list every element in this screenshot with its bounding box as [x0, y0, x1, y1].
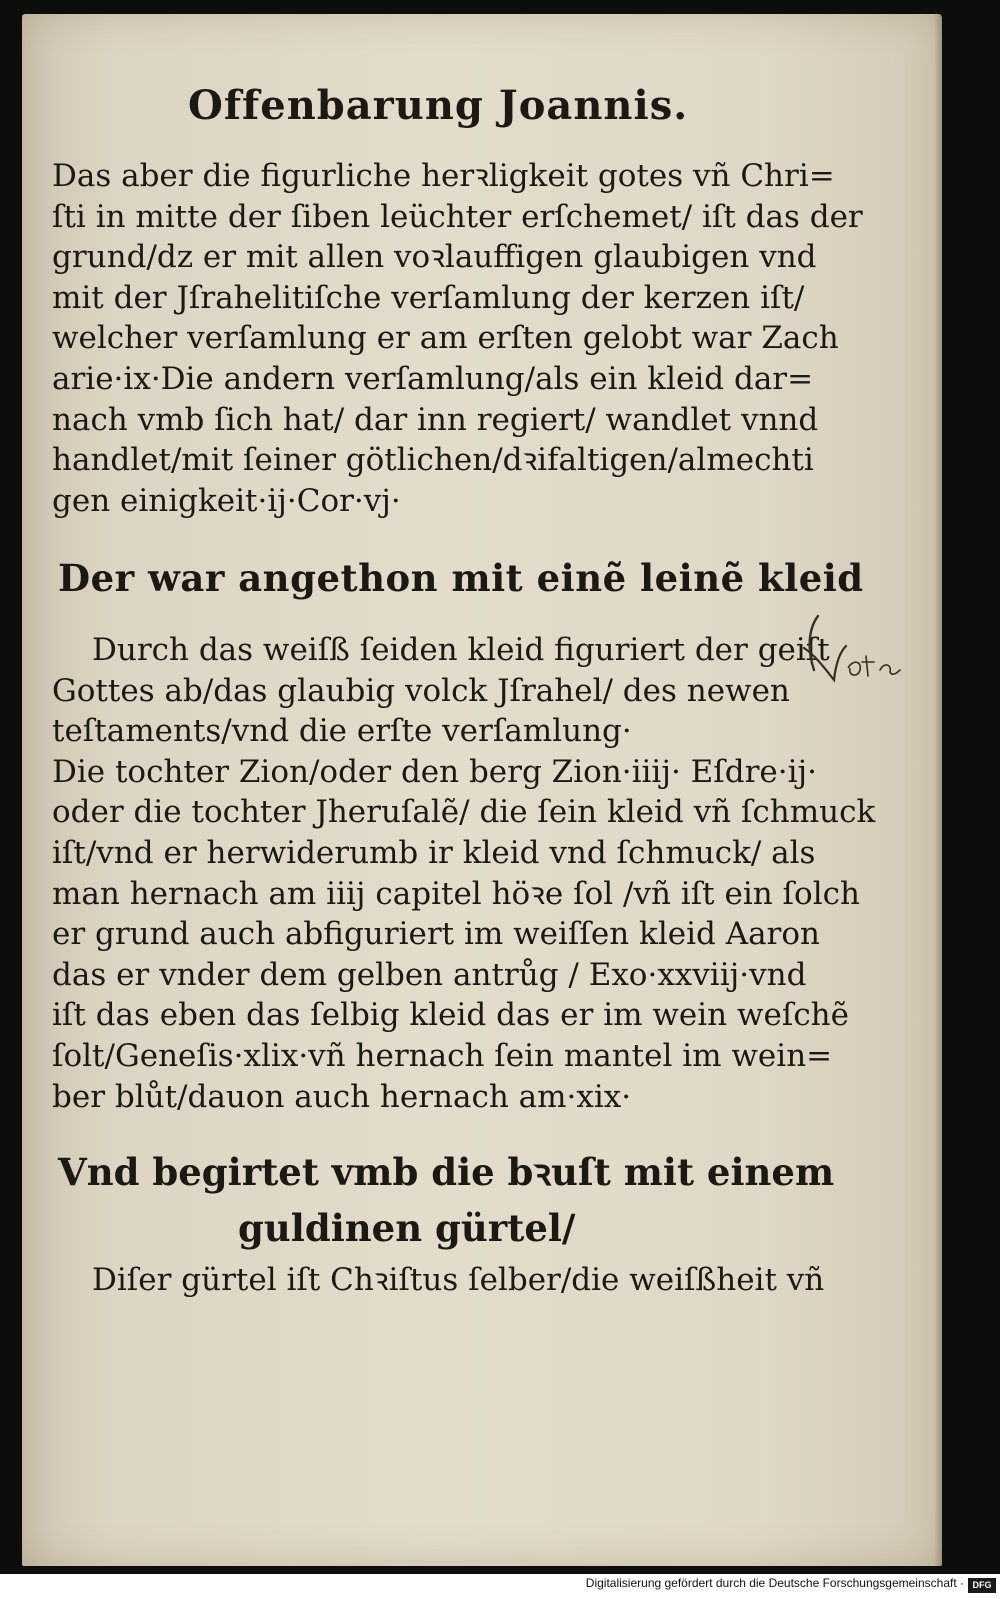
paragraph-2: [52, 630, 875, 1117]
text-line: oder die tochter Jheruſalẽ/ die ſein kleid vñ ſchmuck: [52, 794, 876, 831]
text-line: teſtaments/vnd die erſte verſamlung·: [52, 713, 632, 750]
funding-credit: Digitalisierung gefördert durch die Deutsche Forschungsgemeinschaft ·: [585, 1576, 964, 1590]
text-line: ſti in mitte der ſiben leüchter erſchemet/ iſt das der: [52, 198, 863, 235]
text-line: welcher verſamlung er am erſten gelobt war Zach: [52, 320, 839, 357]
handwritten-nota-note-icon: [800, 612, 920, 692]
text-line: Gottes ab/das glaubig volck Jſrahel/ des newen: [52, 672, 790, 709]
text-line: iſt/vnd er herwiderumb ir kleid vnd ſchmuck/ als: [52, 834, 816, 871]
text-line: Das aber die figurliche herꝛligkeit gotes vñ Chri=: [52, 158, 835, 194]
text-line: nach vmb ſich hat/ dar inn regiert/ wandlet vnnd: [52, 401, 819, 438]
text-line: er grund auch abfiguriert im weiſſen kleid Aaron: [52, 916, 821, 953]
text-line: Die tochter Zion/oder den berg Zion·iiij· Eſdre·ij·: [52, 753, 818, 790]
text-line: ber blůt/dauon auch hernach am·xix·: [52, 1078, 632, 1115]
text-line: Diſer gürtel iſt Chꝛiſtus ſelber/die weiſßheit vñ: [92, 1262, 825, 1298]
text-line: gen einigkeit·ij·Cor·vj·: [52, 482, 401, 519]
section-heading-2: [58, 1144, 834, 1256]
text-line: grund/dz er mit allen voꝛlauffigen glaubigen vnd: [52, 239, 817, 276]
text-line: iſt das eben das ſelbig kleid das er im wein weſchẽ: [52, 997, 849, 1034]
running-head: Offenbarung Joannis.: [188, 82, 689, 129]
paragraph-3: [52, 1260, 824, 1301]
text-line: man hernach am iiij capitel höꝛe ſol /vñ iſt ein ſolch: [52, 875, 860, 912]
paragraph-1: [52, 156, 863, 521]
text-line: arie·ix·Die andern verſamlung/als ein kleid dar=: [52, 360, 814, 397]
heading-line: Vnd begirtet vmb die bꝛuſt mit einem: [58, 1150, 835, 1194]
text-line: Durch das weiſß ſeiden kleid figuriert der geiſt: [92, 632, 830, 668]
text-line: mit der Jſrahelitiſche verſamlung der kerzen iſt/: [52, 279, 805, 316]
digitization-footer: [0, 1574, 1000, 1598]
text-line: handlet/mit ſeiner götlichen/dꝛifaltigen/almechti: [52, 442, 814, 479]
section-heading: Der war angethon mit einẽ leinẽ kleid: [58, 556, 864, 600]
heading-line: guldinen gürtel/: [238, 1206, 576, 1250]
text-line: ſolt/Geneſis·xlix·vñ hernach ſein mantel im wein=: [52, 1037, 833, 1074]
dfg-logo: DFG: [968, 1578, 996, 1593]
text-line: das er vnder dem gelben antrůg / Exo·xxviij·vnd: [52, 956, 807, 993]
